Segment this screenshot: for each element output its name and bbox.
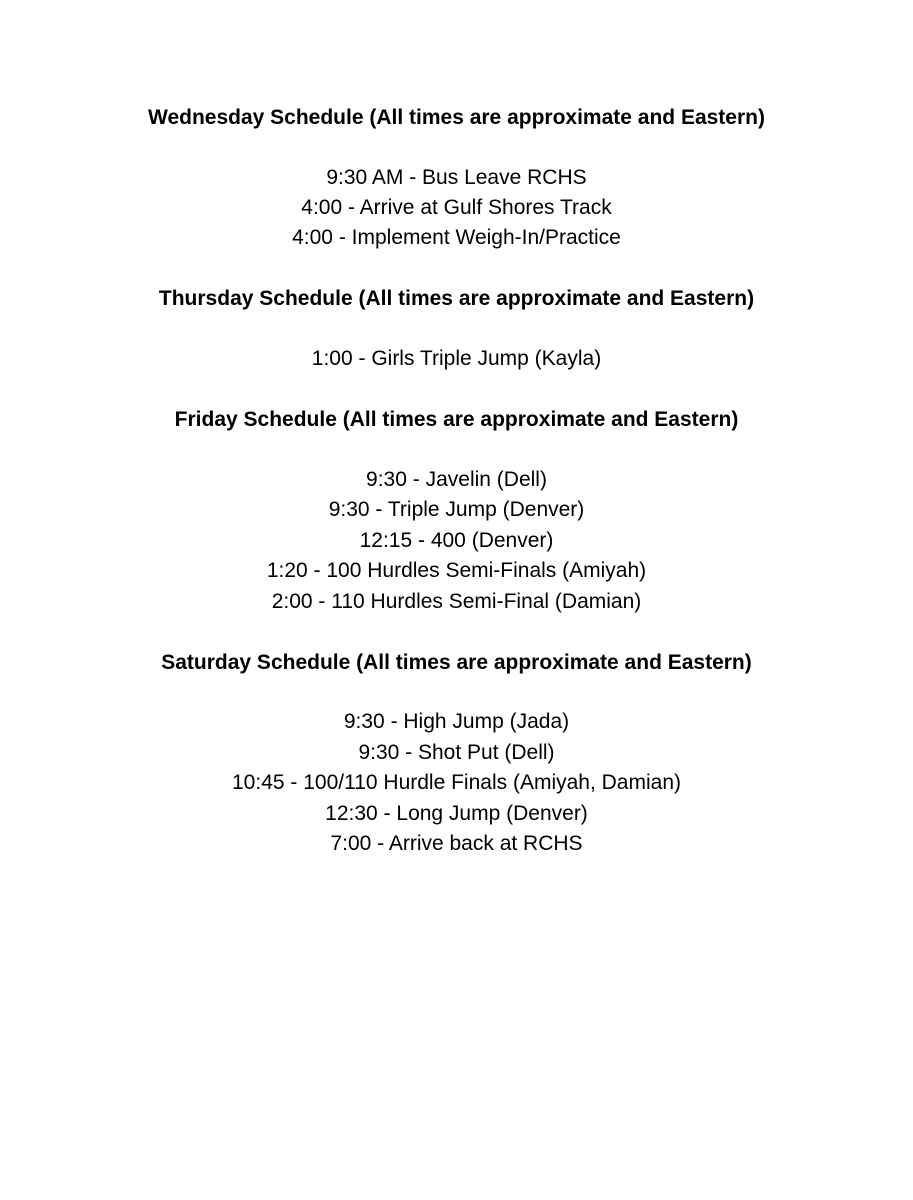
schedule-item: 1:20 - 100 Hurdles Semi-Finals (Amiyah): [266, 559, 647, 582]
schedule-item: 4:00 - Arrive at Gulf Shores Track: [301, 196, 612, 219]
schedule-item: 9:30 - Javelin (Dell): [366, 468, 547, 491]
schedule-item: 9:30 - Shot Put (Dell): [358, 741, 555, 764]
schedule-item: 10:45 - 100/110 Hurdle Finals (Amiyah, Damian): [232, 771, 681, 794]
thursday-heading: Thursday Schedule (All times are approximate and Eastern): [158, 287, 755, 310]
schedule-item: 12:30 - Long Jump (Denver): [325, 802, 588, 825]
schedule-item: 7:00 - Arrive back at RCHS: [330, 832, 583, 855]
friday-heading: Friday Schedule (All times are approximate and Eastern): [174, 408, 739, 431]
schedule-item: 9:30 AM - Bus Leave RCHS: [326, 166, 587, 189]
schedule-item: 9:30 - Triple Jump (Denver): [328, 498, 585, 521]
schedule-item: 9:30 - High Jump (Jada): [343, 710, 570, 733]
wednesday-heading: Wednesday Schedule (All times are approximate and Eastern): [148, 106, 765, 129]
schedule-item: 1:00 - Girls Triple Jump (Kayla): [311, 347, 602, 370]
saturday-heading: Saturday Schedule (All times are approximate and Eastern): [161, 651, 752, 674]
schedule-item: 2:00 - 110 Hurdles Semi-Final (Damian): [271, 590, 642, 613]
schedule-item: 12:15 - 400 (Denver): [359, 529, 554, 552]
schedule-item: 4:00 - Implement Weigh-In/Practice: [292, 226, 621, 249]
